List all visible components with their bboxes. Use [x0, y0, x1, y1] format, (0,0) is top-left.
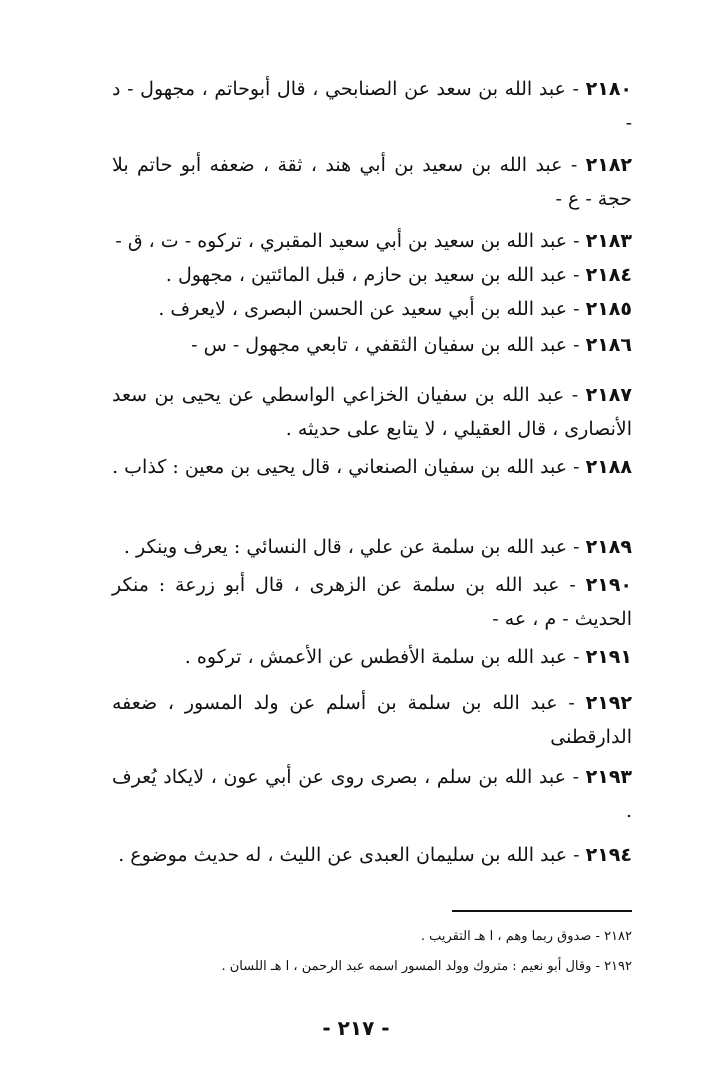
footnote-number: ۲۱۹۲	[604, 959, 632, 974]
entry-number: ۲۱۸۲	[585, 154, 633, 176]
footnote-text: وقال أبو نعيم : متروك وولد المسور اسمه عبد الرحمن ، ا هـ اللسان .	[221, 959, 592, 974]
footnote-2192: ۲۱۹۲ - وقال أبو نعيم : متروك وولد المسور اسمه عبد الرحمن ، ا هـ اللسان .	[221, 959, 632, 974]
entry-text: عبد الله بن سلم ، بصرى روى عن أبي عون ، لايكاد يُعرف .	[112, 766, 632, 822]
entry-text: عبد الله بن سفيان الخزاعي الواسطي عن يحيى بن سعد الأنصارى ، قال العقيلي ، لا يتابع على حديثه .	[112, 384, 632, 440]
entry-text: عبد الله بن سعيد بن أبي سعيد المقبري ، تركوه - ت ، ق -	[115, 230, 568, 252]
entry-text: عبد الله بن سلمة عن علي ، قال النسائي : يعرف وينكر .	[123, 536, 568, 558]
entry-text: عبد الله بن سعيد بن حازم ، قبل المائتين ، مجهول .	[165, 264, 568, 286]
entry-number: ۲۱۸۰	[585, 78, 633, 100]
entry-2188: ۲۱۸۸ - عبد الله بن سفيان الصنعاني ، قال يحيى بن معين : كذاب .	[112, 456, 632, 478]
entry-2194: ۲۱۹٤ - عبد الله بن سليمان العبدى عن الليث ، له حديث موضوع .	[118, 844, 632, 866]
entry-number: ۲۱۹٤	[585, 844, 632, 866]
entry-number: ۲۱۸٤	[585, 264, 632, 286]
entry-number: ۲۱۸۸	[585, 456, 632, 478]
entry-2180: ۲۱۸۰ - عبد الله بن سعد عن الصنابحي ، قال أبوحاتم ، مجهول - د -	[112, 78, 633, 134]
footnote-text: صدوق ربما وهم ، ا هـ التقريب .	[420, 929, 592, 944]
entry-number: ۲۱۹۳	[585, 766, 633, 788]
footnote-divider	[452, 910, 632, 912]
entry-2186: ۲۱۸٦ - عبد الله بن سفيان الثقفي ، تابعي مجهول - س -	[191, 334, 632, 356]
entry-2189: ۲۱۸۹ - عبد الله بن سلمة عن علي ، قال النسائي : يعرف وينكر .	[123, 536, 632, 558]
entry-text: عبد الله بن سلمة بن أسلم عن ولد المسور ، ضعفه الدارقطنى	[112, 692, 632, 748]
entry-2192: ۲۱۹۲ - عبد الله بن سلمة بن أسلم عن ولد المسور ، ضعفه الدارقطنى	[112, 692, 632, 748]
entry-2191: ۲۱۹۱ - عبد الله بن سلمة الأفطس عن الأعمش ، تركوه .	[184, 646, 632, 668]
entry-2190: ۲۱۹۰ - عبد الله بن سلمة عن الزهرى ، قال أبو زرعة : منكر الحديث - م ، عه -	[112, 574, 633, 630]
entry-text: عبد الله بن أبي سعيد عن الحسن البصرى ، لايعرف .	[158, 298, 568, 320]
entry-text: عبد الله بن سلمة الأفطس عن الأعمش ، تركوه .	[184, 646, 568, 668]
entry-number: ۲۱۸۹	[585, 536, 632, 558]
entry-text: عبد الله بن سعيد بن أبي هند ، ثقة ، ضعفه أبو حاتم بلا حجة - ع -	[112, 154, 632, 210]
entry-number: ۲۱۹۰	[585, 574, 633, 596]
entry-2184: ۲۱۸٤ - عبد الله بن سعيد بن حازم ، قبل المائتين ، مجهول .	[165, 264, 632, 286]
footnote-2182: ۲۱۸۲ - صدوق ربما وهم ، ا هـ التقريب .	[420, 929, 632, 944]
page-number: - ۲۱۷ -	[322, 1016, 390, 1040]
entry-number: ۲۱۹۲	[585, 692, 632, 714]
entry-text: عبد الله بن سعد عن الصنابحي ، قال أبوحاتم ، مجهول - د -	[112, 78, 632, 134]
entry-number: ۲۱۸٥	[585, 298, 632, 320]
entry-text: عبد الله بن سفيان الصنعاني ، قال يحيى بن معين : كذاب .	[112, 456, 568, 478]
entry-2193: ۲۱۹۳ - عبد الله بن سلم ، بصرى روى عن أبي عون ، لايكاد يُعرف .	[112, 766, 633, 822]
entry-text: عبد الله بن سلمة عن الزهرى ، قال أبو زرعة : منكر الحديث - م ، عه -	[112, 574, 632, 630]
entry-number: ۲۱۸۷	[585, 384, 632, 406]
entry-number: ۲۱۹۱	[585, 646, 632, 668]
entry-2187: ۲۱۸۷ - عبد الله بن سفيان الخزاعي الواسطي عن يحيى بن سعد الأنصارى ، قال العقيلي ، لا يتابع على حديثه .	[112, 384, 632, 440]
entry-number: ۲۱۸۳	[585, 230, 632, 252]
entry-2185: ۲۱۸٥ - عبد الله بن أبي سعيد عن الحسن البصرى ، لايعرف .	[158, 298, 632, 320]
entry-number: ۲۱۸٦	[585, 334, 632, 356]
entry-2183: ۲۱۸۳ - عبد الله بن سعيد بن أبي سعيد المقبري ، تركوه - ت ، ق -	[115, 230, 632, 252]
entry-text: عبد الله بن سليمان العبدى عن الليث ، له حديث موضوع .	[118, 844, 568, 866]
footnote-number: ۲۱۸۲	[604, 929, 632, 944]
entry-2182: ۲۱۸۲ - عبد الله بن سعيد بن أبي هند ، ثقة ، ضعفه أبو حاتم بلا حجة - ع -	[112, 154, 633, 210]
entry-text: عبد الله بن سفيان الثقفي ، تابعي مجهول - س -	[191, 334, 568, 356]
